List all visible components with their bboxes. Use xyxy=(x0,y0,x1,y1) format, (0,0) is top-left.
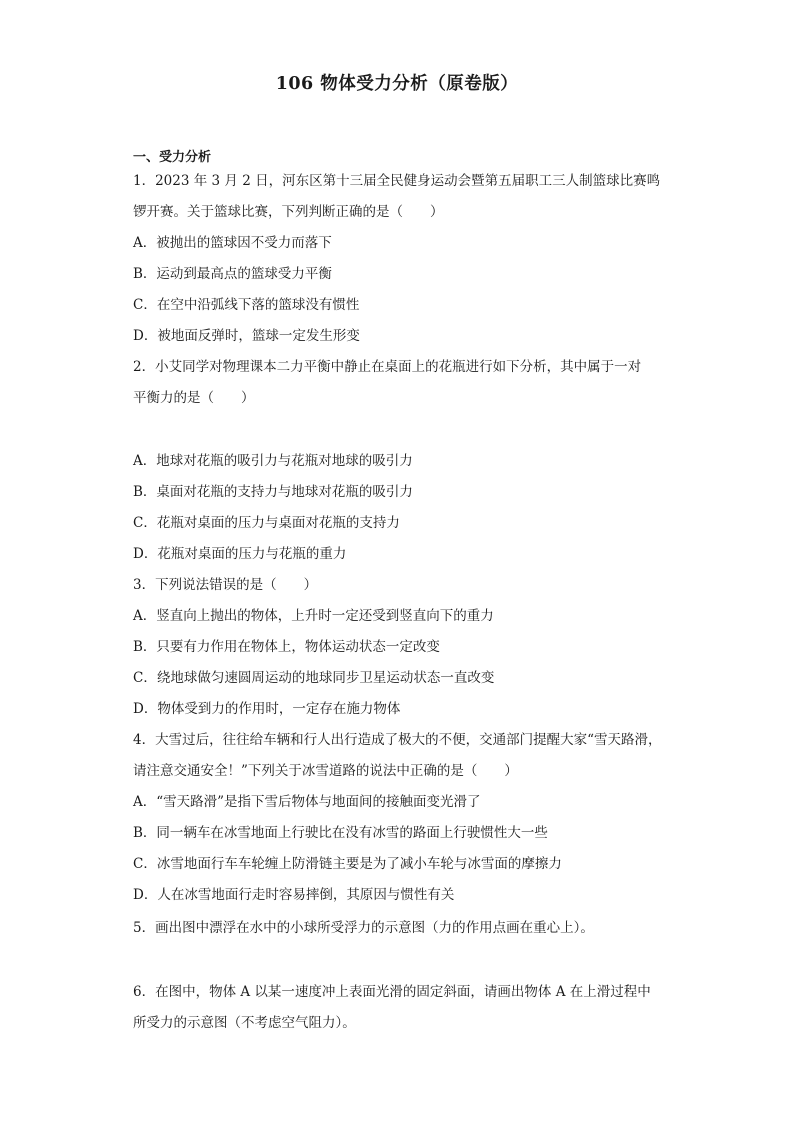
question-2-option-a: A．地球对花瓶的吸引力与花瓶对地球的吸引力 xyxy=(133,453,413,469)
question-1-option-b: B．运动到最高点的篮球受力平衡 xyxy=(133,266,332,282)
question-2-stem-line-1: 2．小艾同学对物理课本二力平衡中静止在桌面上的花瓶进行如下分析，其中属于一对 xyxy=(133,359,642,375)
question-4-option-b: B．同一辆车在冰雪地面上行驶比在没有冰雪的路面上行驶惯性大一些 xyxy=(133,825,548,841)
question-2-option-d: D．花瓶对桌面的压力与花瓶的重力 xyxy=(133,546,347,562)
question-3-option-c: C．绕地球做匀速圆周运动的地球同步卫星运动状态一直改变 xyxy=(133,670,495,686)
question-1-stem-line-1: 1．2023 年 3 月 2 日，河东区第十三届全民健身运动会暨第五届职工三人制篮球比赛鸣 xyxy=(133,173,661,189)
question-1-option-a: A．被抛出的篮球因不受力而落下 xyxy=(133,235,332,251)
question-3-option-a: A．竖直向上抛出的物体，上升时一定还受到竖直向下的重力 xyxy=(133,608,494,624)
question-3-option-b: B．只要有力作用在物体上，物体运动状态一定改变 xyxy=(133,639,440,655)
question-6-stem-line-2: 所受力的示意图（不考虑空气阻力）。 xyxy=(133,1015,356,1031)
question-2-option-c: C．花瓶对桌面的压力与桌面对花瓶的支持力 xyxy=(133,515,400,531)
question-2-option-b: B．桌面对花瓶的支持力与地球对花瓶的吸引力 xyxy=(133,484,413,500)
question-4-option-c: C．冰雪地面行车车轮缠上防滑链主要是为了减小车轮与冰雪面的摩擦力 xyxy=(133,856,562,872)
question-1-stem-line-2: 锣开赛。关于篮球比赛，下列判断正确的是（ ） xyxy=(133,204,444,220)
question-5-stem: 5．画出图中漂浮在水中的小球所受浮力的示意图（力的作用点画在重心上）。 xyxy=(133,920,594,936)
page-title: 106 物体受力分析（原卷版） xyxy=(275,74,519,94)
question-4-stem-line-2: 请注意交通安全！”下列关于冰雪道路的说法中正确的是（ ） xyxy=(133,763,518,779)
question-4-option-d: D．人在冰雪地面行走时容易摔倒，其原因与惯性有关 xyxy=(133,887,455,903)
question-1-option-d: D．被地面反弹时，篮球一定发生形变 xyxy=(133,328,360,344)
question-4-stem-line-1: 4．大雪过后，往往给车辆和行人出行造成了极大的不便，交通部门提醒大家“雪天路滑， xyxy=(133,732,662,748)
section-heading: 一、受力分析 xyxy=(133,150,212,165)
question-4-option-a: A．“雪天路滑”是指下雪后物体与地面间的接触面变光滑了 xyxy=(133,794,481,810)
question-3-stem: 3．下列说法错误的是（ ） xyxy=(133,577,318,593)
question-3-option-d: D．物体受到力的作用时，一定存在施力物体 xyxy=(133,701,401,717)
question-1-option-c: C．在空中沿弧线下落的篮球没有惯性 xyxy=(133,297,360,313)
question-6-stem-line-1: 6．在图中，物体 A 以某一速度冲上表面光滑的固定斜面，请画出物体 A 在上滑过程中 xyxy=(133,984,651,1000)
question-2-stem-line-2: 平衡力的是（ ） xyxy=(133,390,255,406)
